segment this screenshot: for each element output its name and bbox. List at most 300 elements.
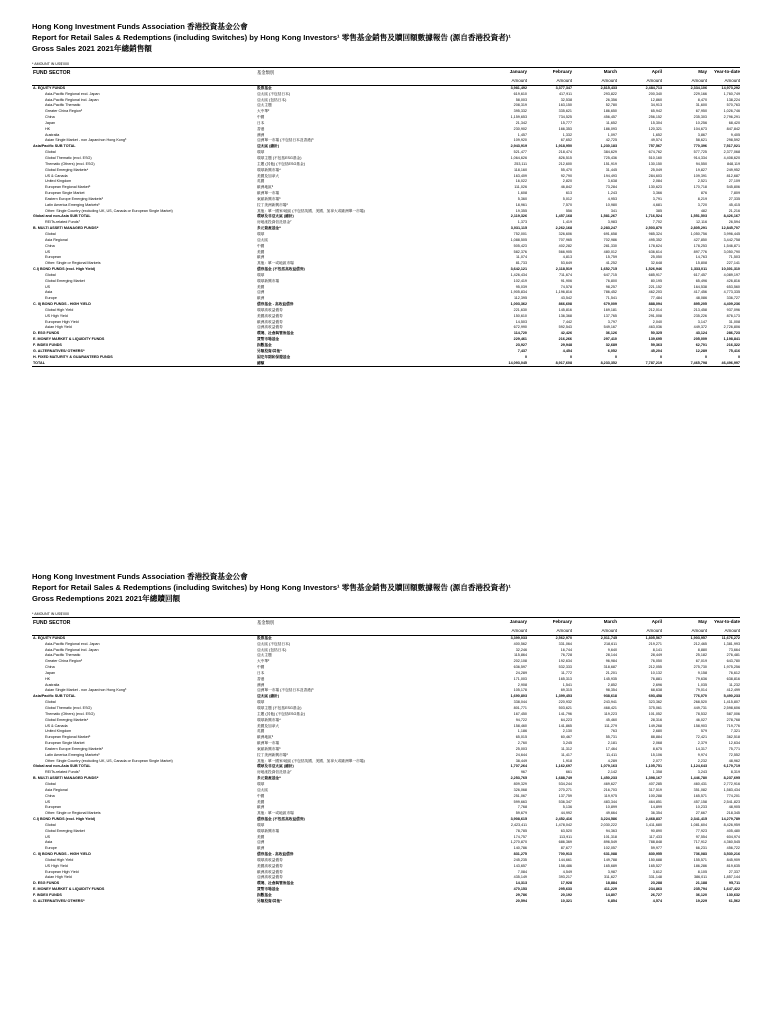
amount-cell: 426,816 bbox=[726, 278, 740, 283]
amount-cell: 10,980 bbox=[605, 202, 617, 207]
amount-cell: 638,816 bbox=[726, 676, 740, 681]
amount-cell: 14,807 bbox=[605, 893, 617, 898]
amount-cell: 235,303 bbox=[693, 115, 707, 120]
amount-cell: 1,905,834 bbox=[510, 290, 527, 295]
fund-sector-name: Global bbox=[45, 700, 56, 705]
fund-sector-name-cn: 東歐新興市場⁶ bbox=[257, 746, 281, 751]
amount-cell: 101,318 bbox=[603, 834, 617, 839]
amount-cell: 786,452 bbox=[603, 290, 617, 295]
fund-sector-name-cn: 亞太區 (不包括日本) bbox=[257, 641, 290, 646]
amount-cell: 876,173 bbox=[726, 313, 740, 318]
amount-cell: 8,233,352 bbox=[600, 360, 617, 365]
amount-cell: 449,372 bbox=[693, 325, 707, 330]
fund-sector-name-cn: 環球新興市場⁴ bbox=[257, 717, 281, 722]
amount-cell: 76,800 bbox=[605, 278, 617, 283]
fund-sector-name: Global Emerging Market bbox=[45, 278, 85, 283]
amount-cell: 59,363 bbox=[650, 343, 662, 348]
amount-cell: 1,064,626 bbox=[510, 156, 527, 161]
fund-sector-name-cn: 多元資產基金⁸ bbox=[257, 226, 281, 231]
amount-cell: 3,981,492 bbox=[510, 85, 527, 90]
amount-cell: 10,132 bbox=[650, 670, 662, 675]
amount-cell: 2,379 bbox=[697, 741, 707, 746]
amount-cell: 24,644 bbox=[515, 752, 527, 757]
amount-cell: 8,917,608 bbox=[555, 360, 572, 365]
amount-cell: 55,470 bbox=[560, 167, 572, 172]
amount-cell: 3,243 bbox=[697, 770, 707, 775]
fund-sector-name: US High Yield bbox=[45, 313, 68, 318]
amount-cell: 21,201 bbox=[605, 670, 617, 675]
amount-cell: 105,178 bbox=[513, 688, 527, 693]
amount-cell: 1,162,697 bbox=[555, 764, 572, 769]
fund-sector-name-cn: 歐洲 bbox=[257, 255, 265, 260]
fund-sector-name-cn: 歐洲 bbox=[257, 805, 265, 810]
amount-cell: 435,149 bbox=[513, 875, 527, 880]
fund-sector-name: Asia-Pacific Regional excl. Japan bbox=[45, 641, 100, 646]
amount-cell: 72,552 bbox=[728, 752, 740, 757]
amount-cell: 73,284 bbox=[605, 185, 617, 190]
fund-sector-name: H. FIXED MATURITY & GUARANTEED FUNDS bbox=[33, 354, 113, 359]
amount-cell: 8,426,167 bbox=[723, 214, 740, 219]
amount-cell: 137,759 bbox=[558, 793, 572, 798]
amount-cell: 43,124 bbox=[695, 331, 707, 336]
amount-cell: 876 bbox=[700, 191, 707, 196]
amount-cell: 393,217 bbox=[558, 875, 572, 880]
amount-cell: 46,496,997 bbox=[721, 360, 740, 365]
amount-cell: 1,690,803 bbox=[510, 694, 527, 699]
amount-cell: 636,614 bbox=[648, 249, 662, 254]
fund-sector-name: C.I) BOND FUNDS (excl. High Yield) bbox=[33, 267, 96, 272]
amount-cell: 351,082 bbox=[693, 787, 707, 792]
fund-sector-name: US bbox=[45, 249, 51, 254]
amount-cell: 55,731 bbox=[605, 735, 617, 740]
amount-cell: 532,333 bbox=[558, 665, 572, 670]
amount-cell: 26,356 bbox=[605, 97, 617, 102]
amount-cell: 774,201 bbox=[726, 793, 740, 798]
fund-sector-name-cn: 歐洲單一市場 bbox=[257, 741, 280, 746]
fund-sector-name-cn: 環球 bbox=[257, 231, 265, 236]
fund-sector-name-cn: 亞太主題 bbox=[257, 653, 272, 658]
amount-cell: 130,623 bbox=[648, 185, 662, 190]
fund-sector-name-cn: 大中華² bbox=[257, 109, 270, 114]
amount-cell: 178,624 bbox=[648, 243, 662, 248]
amount-cell: 186,093 bbox=[603, 126, 617, 131]
amount-cell: 460,431 bbox=[693, 781, 707, 786]
fund-sector-name: F. INDEX FUNDS bbox=[33, 343, 62, 348]
fund-sector-name: Asian Single Market - non Japan/non Hong Kong³ bbox=[45, 138, 127, 143]
amount-cell: 169,181 bbox=[603, 307, 617, 312]
amount-cell: 141,865 bbox=[558, 723, 572, 728]
fund-sector-name: Other: Single or Regional Markets bbox=[45, 261, 101, 266]
fund-sector-name-cn: 債券基金 (不包括高收益債券) bbox=[257, 817, 305, 822]
report-title: Report for Retail Sales & Redemptions (including Switches) by Hong Kong Investors¹ 零售基金銷售及贖回額數據報告 (源自香港投資者)¹ bbox=[32, 32, 511, 42]
amount-header: Amount bbox=[724, 627, 740, 633]
fund-sector-name-cn: 另類投資/其他⁹ bbox=[257, 348, 282, 353]
amount-cell: 12,634 bbox=[728, 741, 740, 746]
amount-cell: 1,918 bbox=[562, 758, 572, 763]
amount-cell: 44,992 bbox=[560, 811, 572, 816]
fund-sector-name: Global bbox=[45, 231, 56, 236]
amount-cell: 50,325 bbox=[650, 331, 662, 336]
amount-cell: 28,449 bbox=[650, 653, 662, 658]
amount-cell: 149,788 bbox=[603, 857, 617, 862]
amount-cell: 167,450 bbox=[513, 711, 527, 716]
fund-sector-name: China bbox=[45, 243, 55, 248]
amount-cell: 577,725 bbox=[693, 150, 707, 155]
amount-cell: 59,977 bbox=[650, 846, 662, 851]
amount-cell: 52,780 bbox=[605, 103, 617, 108]
amount-cell: 140,786 bbox=[513, 846, 527, 851]
amount-cell: 1,230,183 bbox=[600, 144, 617, 149]
fund-sector-name-cn: 債券基金 (不包括高收益債券) bbox=[257, 267, 305, 272]
amount-cell: 4,773,335 bbox=[723, 290, 740, 295]
fund-sector-name-cn: 亞太主題 bbox=[257, 103, 272, 108]
amount-cell: 91,906 bbox=[560, 278, 572, 283]
amount-cell: 218,474 bbox=[558, 150, 572, 155]
amount-cell: 386,011 bbox=[693, 875, 707, 880]
fund-sector-name-cn: 美國及加拿大 bbox=[257, 173, 280, 178]
amount-cell: 67,950 bbox=[695, 109, 707, 114]
amount-cell: 270,271 bbox=[558, 787, 572, 792]
fund-sector-name-cn: 亞太區 (不包括日本) bbox=[257, 91, 290, 96]
fund-sector-name: E. MONEY MARKET & LIQUIDITY FUNDS bbox=[33, 887, 105, 892]
fund-sector-name: Global Emerging Market bbox=[45, 828, 85, 833]
amount-cell: 647,715 bbox=[603, 272, 617, 277]
fund-sector-name: A. EQUITY FUNDS bbox=[33, 85, 66, 90]
month-header: April bbox=[651, 618, 662, 624]
amount-cell: 1,541 bbox=[562, 682, 572, 687]
amount-cell: 1,333,011 bbox=[690, 267, 707, 272]
amount-cell: 2,796,291 bbox=[723, 115, 740, 120]
fund-sector-name-cn: 日本 bbox=[257, 670, 265, 675]
amount-cell: 896,549 bbox=[603, 840, 617, 845]
fund-sector-name-cn: 債券基金 - 高收益債券 bbox=[257, 302, 294, 307]
fund-sector-name-cn: 環球新興市場 bbox=[257, 828, 280, 833]
fund-sector-name: Australia bbox=[45, 682, 60, 687]
amount-cell: 536,347 bbox=[558, 799, 572, 804]
amount-cell: 1,652,715 bbox=[600, 267, 617, 272]
amount-cell: 417,911 bbox=[558, 91, 572, 96]
table-header bbox=[32, 67, 740, 86]
amount-cell: 405,480 bbox=[726, 828, 740, 833]
amount-cell: 21,188 bbox=[695, 881, 707, 886]
amount-cell: 12,289 bbox=[695, 348, 707, 353]
amount-cell: 43,542 bbox=[560, 296, 572, 301]
fund-sector-header: FUND SECTOR bbox=[33, 619, 71, 626]
amount-cell: 11,074 bbox=[515, 255, 527, 260]
amount-cell: 8,470 bbox=[697, 97, 707, 102]
amount-cell: 205,009 bbox=[693, 337, 707, 342]
fund-sector-name: Latin America Emerging Markets⁶ bbox=[45, 202, 100, 207]
amount-cell: 8,426,959 bbox=[723, 822, 740, 827]
amount-cell: 8,219 bbox=[697, 196, 707, 201]
amount-cell: 338,044 bbox=[513, 700, 527, 705]
amount-cell: 150,610 bbox=[513, 313, 527, 318]
amount-cell: 1,918,950 bbox=[555, 144, 572, 149]
amount-cell: 0 bbox=[704, 354, 707, 359]
fund-sector-name: Thematic (Others) (excl. ESG) bbox=[45, 161, 95, 166]
amount-cell: 25,182 bbox=[695, 653, 707, 658]
amount-cell: 7,442 bbox=[562, 319, 572, 324]
amount-cell: 15,759 bbox=[605, 255, 617, 260]
amount-cell: 341 bbox=[610, 208, 617, 213]
amount-cell: 229,461 bbox=[513, 337, 527, 342]
month-header: February bbox=[552, 68, 572, 74]
amount-cell: 48,905 bbox=[728, 805, 740, 810]
fund-sector-name-cn: 其他：單一國家/地區 (不包括英國、美國、加拿大或歐洲單一市場) bbox=[257, 758, 365, 763]
amount-cell: 26,727 bbox=[650, 893, 662, 898]
amount-cell: 235,226 bbox=[693, 313, 707, 318]
amount-cell: 845,909 bbox=[726, 857, 740, 862]
amount-header: Amount bbox=[691, 77, 707, 83]
amount-cell: 243,941 bbox=[603, 700, 617, 705]
amount-cell: 0 bbox=[524, 354, 527, 359]
amount-unit-note: * AMOUNT IN US$'000 bbox=[32, 612, 69, 617]
amount-cell: 411,229 bbox=[603, 887, 617, 892]
amount-cell: 2,119,326 bbox=[510, 214, 527, 219]
amount-cell: 4,360,545 bbox=[723, 840, 740, 845]
amount-cell: 719,776 bbox=[726, 723, 740, 728]
amount-cell: 158,460 bbox=[513, 723, 527, 728]
amount-cell: 2,468,837 bbox=[645, 817, 662, 822]
fund-sector-name: Global Thematic (excl. ESG) bbox=[45, 706, 92, 711]
amount-cell: 114,720 bbox=[513, 331, 527, 336]
redemptions-table-body bbox=[32, 636, 740, 905]
fund-sector-name: European Single Market bbox=[45, 741, 85, 746]
fund-sector-header-cn: 基金類別 bbox=[257, 619, 275, 625]
fund-sector-name: China bbox=[45, 793, 55, 798]
amount-cell: 2,503,870 bbox=[645, 226, 662, 231]
amount-cell: 45,460 bbox=[605, 717, 617, 722]
amount-cell: 227,141 bbox=[726, 261, 740, 266]
amount-cell: 2,541,823 bbox=[723, 799, 740, 804]
amount-cell: 2,142 bbox=[607, 770, 617, 775]
amount-cell: 617,457 bbox=[693, 272, 707, 277]
amount-cell: 31,008 bbox=[728, 319, 740, 324]
fund-sector-name: US & Canada bbox=[45, 173, 68, 178]
amount-cell: 1,975,256 bbox=[723, 665, 740, 670]
amount-cell: 109,391 bbox=[693, 173, 707, 178]
amount-cell: 1,652 bbox=[652, 132, 662, 137]
amount-cell: 456,722 bbox=[726, 846, 740, 851]
amount-cell: 31,445 bbox=[605, 167, 617, 172]
amount-cell: 178,253 bbox=[693, 243, 707, 248]
amount-cell: 80,195 bbox=[650, 278, 662, 283]
amount-cell: 788,848 bbox=[648, 840, 662, 845]
amount-cell: 734,525 bbox=[558, 115, 572, 120]
amount-cell: 848,119 bbox=[726, 161, 740, 166]
amount-cell: 295,633 bbox=[558, 887, 572, 892]
amount-cell: 8,319 bbox=[730, 770, 740, 775]
fund-sector-name: D. ESG FUNDS bbox=[33, 881, 60, 886]
amount-cell: 7,570 bbox=[562, 202, 572, 207]
amount-cell: 3,612 bbox=[652, 869, 662, 874]
fund-sector-name: C. II) BOND FUNDS - HIGH YIELD bbox=[33, 302, 91, 307]
amount-cell: 165,571 bbox=[693, 793, 707, 798]
amount-cell: 1,097 bbox=[607, 132, 617, 137]
amount-cell: 29,786 bbox=[515, 893, 527, 898]
amount-cell: 468,421 bbox=[603, 706, 617, 711]
amount-cell: 65,496 bbox=[695, 278, 707, 283]
amount-cell: 570,763 bbox=[726, 103, 740, 108]
amount-cell: 831,275 bbox=[513, 852, 527, 857]
amount-cell: 144,661 bbox=[558, 857, 572, 862]
fund-sector-name: Greater China Region² bbox=[45, 109, 83, 114]
amount-cell: 1,381,993 bbox=[723, 641, 740, 646]
fund-sector-name-cn: 美國高收益債券 bbox=[257, 313, 283, 318]
amount-cell: 1,243 bbox=[607, 191, 617, 196]
report-title: Report for Retail Sales & Redemptions (including Switches) by Hong Kong Investors¹ 零售基金銷售及贖回額數據報告 (源自香港投資者)¹ bbox=[32, 582, 511, 592]
amount-cell: 1,426,434 bbox=[510, 272, 527, 277]
amount-cell: 249,952 bbox=[726, 167, 740, 172]
amount-cell: 1,647,422 bbox=[723, 887, 740, 892]
amount-cell: 145,816 bbox=[558, 307, 572, 312]
amount-cell: 158,903 bbox=[693, 723, 707, 728]
amount-cell: 3,366 bbox=[652, 191, 662, 196]
amount-cell: 111,279 bbox=[604, 723, 617, 728]
fund-sector-name: US bbox=[45, 799, 51, 804]
amount-cell: 2,262,168 bbox=[555, 226, 572, 231]
amount-cell: 1,198,841 bbox=[723, 337, 740, 342]
amount-header: Amount bbox=[511, 77, 527, 83]
amount-cell: 78,532 bbox=[695, 711, 707, 716]
amount-cell: 95,711 bbox=[728, 881, 740, 886]
amount-cell: 58,621 bbox=[695, 138, 707, 143]
amount-cell: 186,650 bbox=[603, 109, 617, 114]
amount-cell: 717,912 bbox=[693, 840, 707, 845]
amount-cell: 464,851 bbox=[648, 799, 662, 804]
amount-cell: 4,408,620 bbox=[723, 156, 740, 161]
amount-cell: 10,301,310 bbox=[721, 267, 740, 272]
fund-sector-name-cn: 澳洲 bbox=[257, 132, 265, 137]
amount-cell: 46,027 bbox=[695, 717, 707, 722]
amount-cell: 2,760 bbox=[517, 741, 527, 746]
amount-cell: 18,884 bbox=[605, 881, 617, 886]
amount-cell: 14,317 bbox=[695, 746, 707, 751]
fund-sector-name-cn: 美國 bbox=[257, 799, 265, 804]
amount-cell: 2,130 bbox=[562, 729, 572, 734]
fund-sector-name-cn: 美國及加拿大 bbox=[257, 723, 280, 728]
fund-sector-name: G. ALTERNATIVES/ OTHERS⁹ bbox=[33, 348, 85, 353]
amount-cell: 3,867 bbox=[697, 132, 707, 137]
amount-cell: 0 bbox=[737, 354, 740, 359]
amount-cell: 7,437 bbox=[517, 348, 527, 353]
fund-sector-name: Europe bbox=[45, 846, 57, 851]
amount-cell: 826,515 bbox=[558, 156, 572, 161]
amount-cell: 326,606 bbox=[558, 231, 572, 236]
amount-cell: 20,192 bbox=[560, 893, 572, 898]
fund-sector-name-cn: 拉丁美洲新興市場⁶ bbox=[257, 752, 289, 757]
amount-cell: 11,772 bbox=[560, 670, 572, 675]
gross-redemptions-section bbox=[32, 572, 740, 905]
fund-sector-name: Asia/Pacific SUB TOTAL bbox=[33, 144, 76, 149]
amount-cell: 117,433 bbox=[648, 834, 662, 839]
amount-cell: 143,657 bbox=[513, 863, 527, 868]
fund-sector-name: C.I) BOND FUNDS (excl. High Yield) bbox=[33, 817, 96, 822]
amount-cell: 67,652 bbox=[560, 138, 572, 143]
amount-cell: 18,961 bbox=[515, 202, 527, 207]
amount-cell: 7,809 bbox=[730, 191, 740, 196]
amount-cell: 362,518 bbox=[726, 735, 740, 740]
amount-cell: 2,772,916 bbox=[723, 781, 740, 786]
fund-sector-name: Eastern Europe Emerging Markets⁶ bbox=[45, 746, 104, 751]
fund-sector-name: Japan bbox=[45, 670, 56, 675]
amount-cell: 36,126 bbox=[605, 331, 617, 336]
amount-cell: 0 bbox=[659, 354, 662, 359]
amount-cell: 46,842 bbox=[560, 185, 572, 190]
amount-cell: 1,398,167 bbox=[645, 776, 662, 781]
amount-cell: 100,288 bbox=[648, 793, 662, 798]
fund-sector-name: E. MONEY MARKET & LIQUIDITY FUNDS bbox=[33, 337, 105, 342]
fund-sector-name: European Regional Market⁵ bbox=[45, 735, 91, 740]
amount-cell: 375,061 bbox=[648, 706, 662, 711]
fund-sector-name-cn: 股票基金 bbox=[257, 635, 272, 640]
fund-sector-name: Global bbox=[45, 822, 56, 827]
amount-cell: 165,313 bbox=[558, 676, 572, 681]
amount-cell: 118,160 bbox=[513, 167, 527, 172]
amount-cell: 2,283,247 bbox=[600, 226, 617, 231]
fund-sector-name-cn: 環球 bbox=[257, 700, 265, 705]
amount-cell: 245,235 bbox=[513, 857, 527, 862]
fund-sector-name: China bbox=[45, 665, 55, 670]
fund-sector-name-cn: 其他：單一或地區市場 bbox=[257, 261, 294, 266]
amount-cell: 462,203 bbox=[648, 290, 662, 295]
fund-sector-name-cn: 環球主題 (不包括ESG基金) bbox=[257, 706, 302, 711]
amount-cell: 90,890 bbox=[650, 828, 662, 833]
amount-cell: 53,649 bbox=[560, 261, 572, 266]
amount-cell: 221,152 bbox=[648, 284, 662, 289]
amount-cell: 3,442,758 bbox=[723, 237, 740, 242]
fund-sector-name: Eastern Europe Emerging Markets⁶ bbox=[45, 196, 104, 201]
amount-cell: 92,790 bbox=[560, 173, 572, 178]
amount-cell: 25,049 bbox=[650, 167, 662, 172]
fund-sector-name-cn: 香港 bbox=[257, 126, 265, 131]
amount-cell: 10,233 bbox=[695, 805, 707, 810]
amount-cell: 150,688 bbox=[648, 857, 662, 862]
amount-cell: 2,452,416 bbox=[555, 817, 572, 822]
fund-sector-name-cn: 房地產投資信託基金⁷ bbox=[257, 220, 292, 225]
amount-cell: 48,086 bbox=[695, 296, 707, 301]
amount-cell: 579 bbox=[700, 729, 707, 734]
fund-sector-name: United Kingdom bbox=[45, 179, 72, 184]
amount-cell: 286,723 bbox=[726, 331, 740, 336]
amount-cell: 752,001 bbox=[513, 231, 527, 236]
amount-header: Amount bbox=[691, 627, 707, 633]
amount-cell: 73,664 bbox=[728, 647, 740, 652]
fund-sector-name: Global Thematic (excl. ESG) bbox=[45, 156, 92, 161]
fund-sector-name: Other: Single Country (excluding UK, US, Canada or European Single Market) bbox=[45, 208, 173, 213]
amount-cell: 139,695 bbox=[648, 337, 662, 342]
amount-cell: 77,923 bbox=[695, 828, 707, 833]
amount-cell: 202,108 bbox=[513, 659, 527, 664]
fund-sector-name: European Regional Market⁵ bbox=[45, 185, 91, 190]
amount-cell: 1,446,780 bbox=[690, 776, 707, 781]
fund-sector-name: Global bbox=[45, 150, 56, 155]
fund-sector-name-cn: 亞太區 (包括日本) bbox=[257, 97, 287, 102]
amount-header: Amount bbox=[646, 627, 662, 633]
amount-cell: 12,860 bbox=[650, 97, 662, 102]
amount-cell: 212,600 bbox=[558, 161, 572, 166]
amount-cell: 801,771 bbox=[513, 706, 527, 711]
amount-cell: 685,917 bbox=[648, 272, 662, 277]
fund-sector-name-cn: 東歐新興市場⁶ bbox=[257, 196, 281, 201]
fund-sector-name: A. EQUITY FUNDS bbox=[33, 635, 66, 640]
amount-cell: 11,312 bbox=[560, 746, 572, 751]
fund-sector-name-cn: 美國高收益債券 bbox=[257, 863, 283, 868]
amount-cell: 1,399,453 bbox=[555, 694, 572, 699]
amount-cell: 1,088,505 bbox=[510, 237, 527, 242]
amount-cell: 68,420 bbox=[728, 120, 740, 125]
amount-cell: 1,457,168 bbox=[555, 214, 572, 219]
